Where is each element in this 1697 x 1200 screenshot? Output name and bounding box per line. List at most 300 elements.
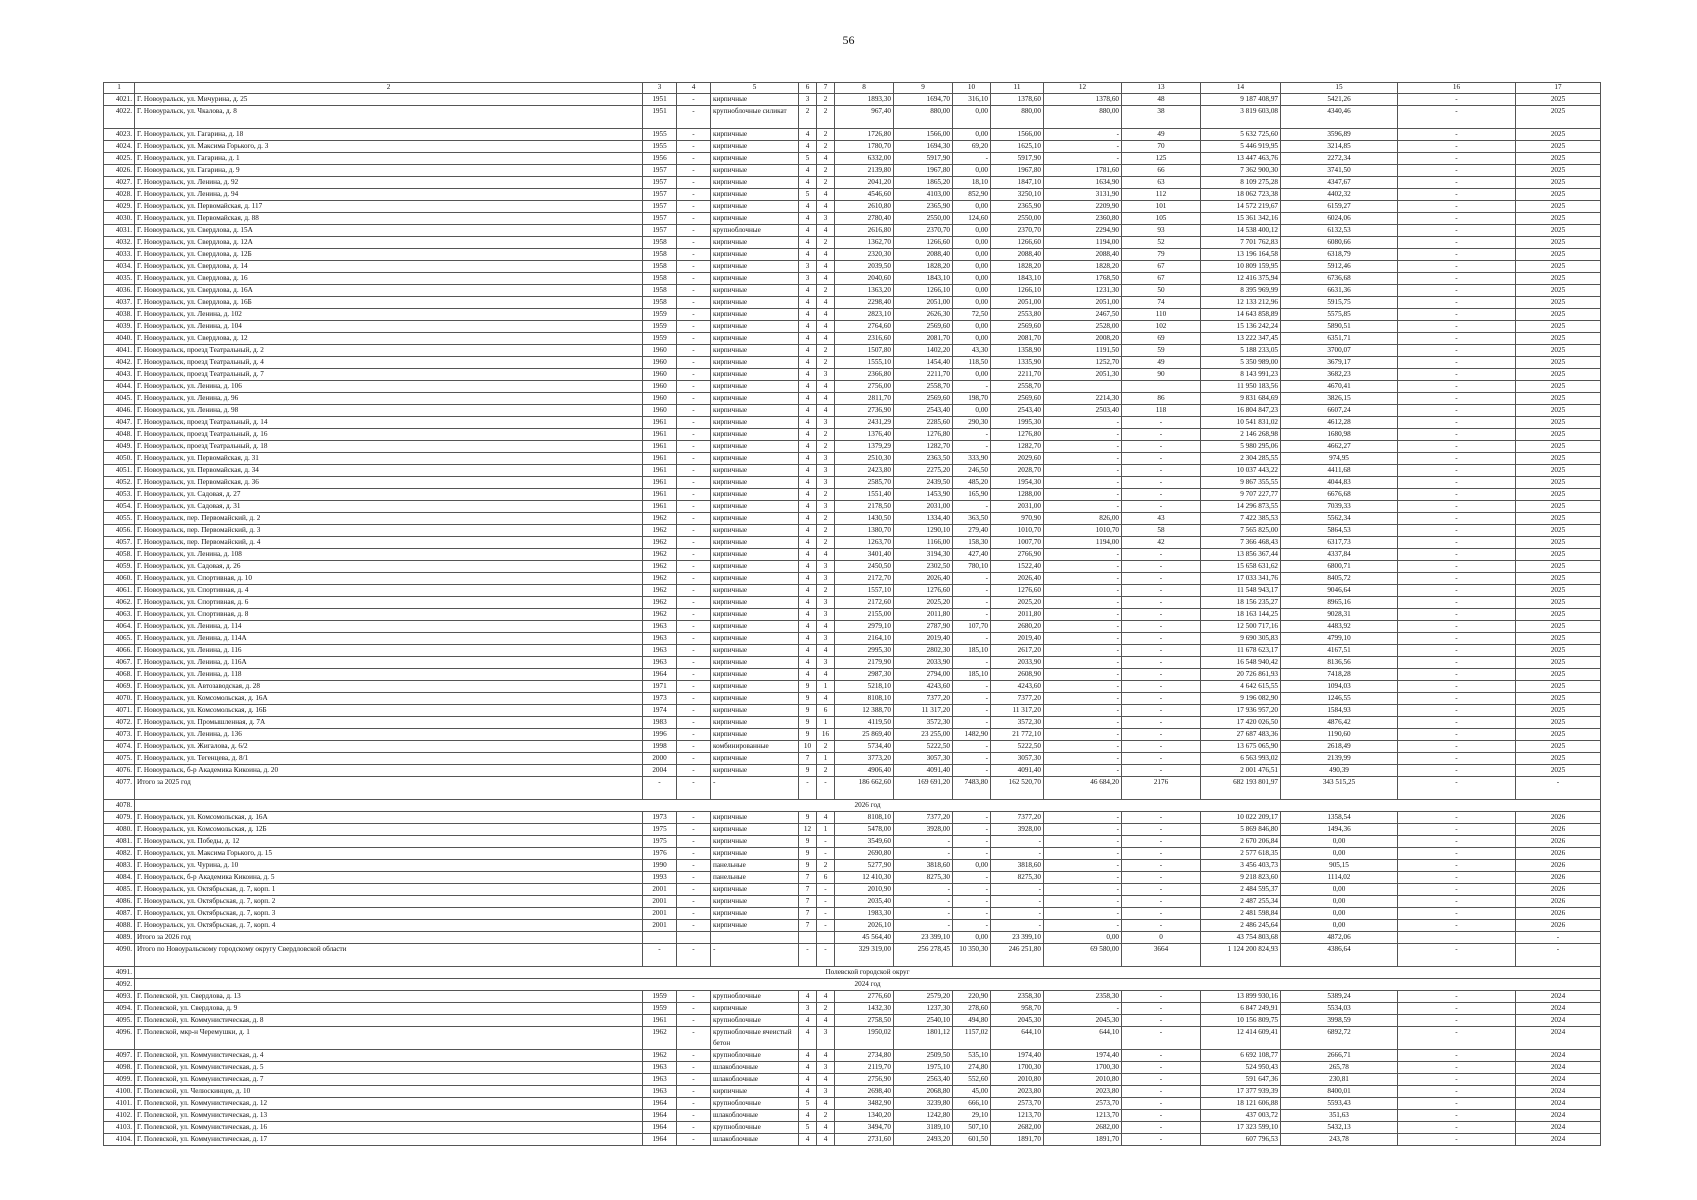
wall-material-cell: кирпичные — [711, 621, 799, 633]
wall-material-cell: кирпичные — [711, 693, 799, 705]
nonresidential-area-cell: - — [953, 609, 991, 621]
floors-cell: 9 — [799, 860, 817, 872]
residential-area-cell: 11 317,20 — [991, 705, 1044, 717]
cost-cell: 5 980 295,06 — [1201, 441, 1281, 453]
nonresidential-area-cell: 0,00 — [953, 261, 991, 273]
residential-area-cell: 2051,00 — [991, 297, 1044, 309]
area-cell: 2794,00 — [894, 669, 953, 681]
residential-area-cell: 2766,90 — [991, 549, 1044, 561]
area-col12-cell: 2358,30 — [1044, 991, 1122, 1003]
cost-cell: 15 361 342,16 — [1201, 213, 1281, 225]
entrances-cell: 2 — [817, 345, 835, 357]
wall-material-cell: крупноблочные — [711, 1015, 799, 1027]
table-row — [104, 753, 1601, 765]
nonresidential-area-cell: - — [953, 633, 991, 645]
residents-cell: - — [1122, 573, 1201, 585]
entrances-cell: 4 — [817, 812, 835, 824]
area-col12-cell: - — [1044, 633, 1122, 645]
address-cell: Г. Новоуральск, ул. Свердлова, д. 16 — [135, 273, 643, 285]
year-cell: 1963 — [643, 657, 677, 669]
col4-cell: - — [677, 872, 711, 884]
nonresidential-area-cell: 278,60 — [953, 1003, 991, 1015]
entrances-cell: 2 — [817, 94, 835, 106]
col16-cell: - — [1398, 812, 1516, 824]
total-area-cell: 2155,00 — [835, 609, 894, 621]
row-number: 4088. — [104, 920, 135, 932]
wall-material-cell: кирпичные — [711, 501, 799, 513]
col16-cell: - — [1398, 920, 1516, 932]
unit-cost-cell: 9028,31 — [1281, 609, 1398, 621]
total-area-cell: 2320,30 — [835, 249, 894, 261]
year-cell: 1962 — [643, 1050, 677, 1062]
table-row — [104, 333, 1601, 345]
cost-cell: 7 701 762,83 — [1201, 237, 1281, 249]
nonresidential-area-cell: - — [953, 429, 991, 441]
total-area-cell: 1263,70 — [835, 537, 894, 549]
table-row — [104, 717, 1601, 729]
cost-cell: 15 136 242,24 — [1201, 321, 1281, 333]
table-row — [104, 681, 1601, 693]
area-cell: 2033,90 — [894, 657, 953, 669]
area-col12-cell: 2467,50 — [1044, 309, 1122, 321]
section-row — [104, 800, 1601, 812]
plan-year-cell: 2025 — [1516, 573, 1601, 585]
nonresidential-area-cell: 0,00 — [953, 225, 991, 237]
entrances-cell: 4 — [817, 201, 835, 213]
cost-cell: 3 456 403,73 — [1201, 860, 1281, 872]
total-area-cell: 2776,60 — [835, 991, 894, 1003]
residential-area-cell: 2010,80 — [991, 1074, 1044, 1086]
area-col12-cell: 2051,30 — [1044, 369, 1122, 381]
nonresidential-area-cell: 316,10 — [953, 94, 991, 106]
wall-material-cell: кирпичные — [711, 417, 799, 429]
unit-cost-cell: 2272,34 — [1281, 153, 1398, 165]
plan-year-cell: 2024 — [1516, 1074, 1601, 1086]
address-cell: Г. Полевской, ул. Коммунистическая, д. 12 — [135, 1098, 643, 1110]
floors-cell: 4 — [799, 357, 817, 369]
floors-cell: 7 — [799, 920, 817, 932]
wall-material-cell: кирпичные — [711, 189, 799, 201]
area-cell: 2019,40 — [894, 633, 953, 645]
nonresidential-area-cell: 1157,02 — [953, 1027, 991, 1050]
cost-cell: 10 156 809,75 — [1201, 1015, 1281, 1027]
row-number: 4080. — [104, 824, 135, 836]
nonresidential-area-cell: 220,90 — [953, 991, 991, 1003]
year-cell: 1961 — [643, 489, 677, 501]
table-row — [104, 585, 1601, 597]
cost-cell: 2 481 598,84 — [1201, 908, 1281, 920]
total-area-cell: 2734,80 — [835, 1050, 894, 1062]
entrances-cell: 4 — [817, 321, 835, 333]
col16-cell: - — [1398, 153, 1516, 165]
residential-area-cell: 958,70 — [991, 1003, 1044, 1015]
plan-year-cell: 2025 — [1516, 501, 1601, 513]
column-number-2: 2 — [135, 83, 643, 94]
entrances-cell: - — [817, 884, 835, 896]
residential-area-cell: 2088,40 — [991, 249, 1044, 261]
plan-year-cell: 2025 — [1516, 441, 1601, 453]
wall-material-cell: шлакоблочные — [711, 1074, 799, 1086]
wall-material-cell: кирпичные — [711, 369, 799, 381]
residents-cell: - — [1122, 1003, 1201, 1015]
col4-cell: - — [677, 573, 711, 585]
residents-cell: 49 — [1122, 357, 1201, 369]
floors-cell: 4 — [799, 285, 817, 297]
entrances-cell: 1 — [817, 824, 835, 836]
col16-cell: - — [1398, 944, 1516, 967]
unit-cost-cell: 4799,10 — [1281, 633, 1398, 645]
entrances-cell: 4 — [817, 1098, 835, 1110]
residential-area-cell: 4091,40 — [991, 765, 1044, 777]
total-area-cell: 2811,70 — [835, 393, 894, 405]
table-row — [104, 836, 1601, 848]
row-number: 4064. — [104, 621, 135, 633]
floors-cell: 4 — [799, 213, 817, 225]
residential-area-cell: 1522,40 — [991, 561, 1044, 573]
residential-area-cell: 1010,70 — [991, 525, 1044, 537]
table-row — [104, 621, 1601, 633]
table-row — [104, 501, 1601, 513]
wall-material-cell: кирпичные — [711, 261, 799, 273]
total-area-cell: 2172,60 — [835, 597, 894, 609]
row-number: 4032. — [104, 237, 135, 249]
area-cell: 1967,80 — [894, 165, 953, 177]
area-cell: 2626,30 — [894, 309, 953, 321]
residents-cell: 67 — [1122, 261, 1201, 273]
address-cell: Г. Новоуральск, б-р Академика Кикоина, д. 5 — [135, 872, 643, 884]
floors-cell: 4 — [799, 1062, 817, 1074]
col4-cell: - — [677, 321, 711, 333]
row-number: 4021. — [104, 94, 135, 106]
unit-cost-cell: 7418,28 — [1281, 669, 1398, 681]
entrances-cell: - — [817, 848, 835, 860]
residential-area-cell: 1625,10 — [991, 141, 1044, 153]
plan-year-cell: 2025 — [1516, 477, 1601, 489]
area-cell: 5222,50 — [894, 741, 953, 753]
cost-cell: 6 563 993,02 — [1201, 753, 1281, 765]
cost-cell: 5 446 919,95 — [1201, 141, 1281, 153]
total-area-cell: 8108,10 — [835, 812, 894, 824]
residents-cell: 52 — [1122, 237, 1201, 249]
area-col12-cell: - — [1044, 429, 1122, 441]
floors-cell: 3 — [799, 273, 817, 285]
floors-cell: 4 — [799, 1050, 817, 1062]
area-cell: 3189,10 — [894, 1122, 953, 1134]
floors-cell: 4 — [799, 225, 817, 237]
nonresidential-area-cell: 485,20 — [953, 477, 991, 489]
unit-cost-cell: 1358,54 — [1281, 812, 1398, 824]
residents-cell: - — [1122, 633, 1201, 645]
area-cell: - — [894, 884, 953, 896]
col4-cell: - — [677, 669, 711, 681]
address-cell: Г. Новоуральск, ул. Свердлова, д. 12Б — [135, 249, 643, 261]
area-col12-cell: 1194,00 — [1044, 537, 1122, 549]
address-cell: Итого за 2026 год — [135, 932, 643, 944]
residents-cell: - — [1122, 884, 1201, 896]
wall-material-cell: панельные — [711, 872, 799, 884]
col16-cell: - — [1398, 345, 1516, 357]
col4-cell: - — [677, 1110, 711, 1122]
wall-material-cell: кирпичные — [711, 309, 799, 321]
area-col12-cell: - — [1044, 872, 1122, 884]
col4-cell: - — [677, 94, 711, 106]
wall-material-cell: кирпичные — [711, 585, 799, 597]
year-cell: 1964 — [643, 1110, 677, 1122]
area-cell: 1276,60 — [894, 585, 953, 597]
entrances-cell: - — [817, 944, 835, 967]
unit-cost-cell: 343 515,25 — [1281, 777, 1398, 800]
nonresidential-area-cell: 118,50 — [953, 357, 991, 369]
plan-year-cell: 2025 — [1516, 237, 1601, 249]
table-row — [104, 812, 1601, 824]
cost-cell: 13 675 065,90 — [1201, 741, 1281, 753]
wall-material-cell: - — [711, 777, 799, 800]
area-cell: 1402,20 — [894, 345, 953, 357]
plan-year-cell: 2026 — [1516, 920, 1601, 932]
residents-cell: 93 — [1122, 225, 1201, 237]
residential-area-cell: 8275,30 — [991, 872, 1044, 884]
address-cell: Г. Новоуральск, ул. Октябрьская, д. 7, корп. 2 — [135, 896, 643, 908]
plan-year-cell: 2025 — [1516, 489, 1601, 501]
floors-cell: 7 — [799, 753, 817, 765]
year-cell: - — [643, 944, 677, 967]
col16-cell: - — [1398, 741, 1516, 753]
col16-cell: - — [1398, 848, 1516, 860]
table-row — [104, 225, 1601, 237]
table-row — [104, 765, 1601, 777]
row-number: 4091. — [104, 967, 135, 979]
year-cell: 1960 — [643, 405, 677, 417]
residential-area-cell: 2033,90 — [991, 657, 1044, 669]
residents-cell: - — [1122, 657, 1201, 669]
nonresidential-area-cell: 333,90 — [953, 453, 991, 465]
col16-cell: - — [1398, 333, 1516, 345]
row-number: 4101. — [104, 1098, 135, 1110]
residents-cell: 59 — [1122, 345, 1201, 357]
entrances-cell: 4 — [817, 1134, 835, 1146]
entrances-cell: 3 — [817, 633, 835, 645]
row-number: 4087. — [104, 908, 135, 920]
residents-cell: - — [1122, 1050, 1201, 1062]
plan-year-cell: 2026 — [1516, 908, 1601, 920]
unit-cost-cell: 8405,72 — [1281, 573, 1398, 585]
wall-material-cell: кирпичные — [711, 201, 799, 213]
year-cell: 1963 — [643, 1086, 677, 1098]
column-number-15: 15 — [1281, 83, 1398, 94]
floors-cell: 9 — [799, 729, 817, 741]
column-number-6: 6 — [799, 83, 817, 94]
area-col12-cell: 1010,70 — [1044, 525, 1122, 537]
floors-cell: 4 — [799, 609, 817, 621]
area-cell: 2550,00 — [894, 213, 953, 225]
residents-cell: 125 — [1122, 153, 1201, 165]
row-number: 4023. — [104, 129, 135, 141]
area-col12-cell: 2294,90 — [1044, 225, 1122, 237]
floors-cell: 3 — [799, 261, 817, 273]
area-col12-cell: - — [1044, 153, 1122, 165]
entrances-cell: 4 — [817, 261, 835, 273]
cost-cell: 18 062 723,38 — [1201, 189, 1281, 201]
col4-cell: - — [677, 225, 711, 237]
total-area-cell: 2758,50 — [835, 1015, 894, 1027]
floors-cell: 9 — [799, 681, 817, 693]
nonresidential-area-cell: 158,30 — [953, 537, 991, 549]
col4-cell: - — [677, 129, 711, 141]
year-cell: 1964 — [643, 669, 677, 681]
unit-cost-cell: 3998,59 — [1281, 1015, 1398, 1027]
table-row — [104, 165, 1601, 177]
area-col12-cell: 1378,60 — [1044, 94, 1122, 106]
cost-cell: 9 690 305,83 — [1201, 633, 1281, 645]
residential-area-cell: 2553,80 — [991, 309, 1044, 321]
plan-year-cell: 2025 — [1516, 765, 1601, 777]
row-number: 4075. — [104, 753, 135, 765]
col16-cell: - — [1398, 225, 1516, 237]
row-number: 4082. — [104, 848, 135, 860]
area-cell: 2011,80 — [894, 609, 953, 621]
area-col12-cell: 2209,90 — [1044, 201, 1122, 213]
nonresidential-area-cell: 124,60 — [953, 213, 991, 225]
year-cell: 2004 — [643, 765, 677, 777]
table-row — [104, 1134, 1601, 1146]
nonresidential-area-cell: - — [953, 681, 991, 693]
plan-year-cell: 2025 — [1516, 321, 1601, 333]
unit-cost-cell: 6318,79 — [1281, 249, 1398, 261]
row-number: 4039. — [104, 321, 135, 333]
col16-cell: - — [1398, 1086, 1516, 1098]
cost-cell: 13 447 463,76 — [1201, 153, 1281, 165]
residents-cell: - — [1122, 1122, 1201, 1134]
row-number: 4052. — [104, 477, 135, 489]
entrances-cell — [817, 932, 835, 944]
address-cell: Г. Новоуральск, ул. Садовая, д. 26 — [135, 561, 643, 573]
address-cell: Г. Новоуральск, ул. Спортивная, д. 8 — [135, 609, 643, 621]
table-row — [104, 549, 1601, 561]
nonresidential-area-cell: - — [953, 896, 991, 908]
nonresidential-area-cell: 507,10 — [953, 1122, 991, 1134]
floors-cell: 3 — [799, 1003, 817, 1015]
residential-area-cell: - — [991, 908, 1044, 920]
col16-cell: - — [1398, 297, 1516, 309]
total-area-cell: 2756,90 — [835, 1074, 894, 1086]
wall-material-cell: кирпичные — [711, 645, 799, 657]
area-cell: 3572,30 — [894, 717, 953, 729]
total-area-cell: 3549,60 — [835, 836, 894, 848]
table-row — [104, 513, 1601, 525]
total-area-cell: 2736,90 — [835, 405, 894, 417]
area-col12-cell: - — [1044, 417, 1122, 429]
area-cell: 1566,00 — [894, 129, 953, 141]
total-area-cell: 1551,40 — [835, 489, 894, 501]
area-col12-cell: - — [1044, 657, 1122, 669]
wall-material-cell: крупноблочные — [711, 1098, 799, 1110]
address-cell: Г. Новоуральск, ул. Первомайская, д. 117 — [135, 201, 643, 213]
floors-cell: 4 — [799, 381, 817, 393]
residential-area-cell: 1266,10 — [991, 285, 1044, 297]
row-number: 4092. — [104, 979, 135, 991]
plan-year-cell: 2025 — [1516, 249, 1601, 261]
year-cell: 1958 — [643, 297, 677, 309]
col16-cell: - — [1398, 621, 1516, 633]
address-cell: Г. Новоуральск, ул. Свердлова, д. 16Б — [135, 297, 643, 309]
col4-cell: - — [677, 633, 711, 645]
year-cell: 1976 — [643, 848, 677, 860]
wall-material-cell: кирпичные — [711, 213, 799, 225]
residents-cell: - — [1122, 848, 1201, 860]
col4-cell: - — [677, 489, 711, 501]
address-cell: Г. Новоуральск, б-р Академика Кикоина, д. 20 — [135, 765, 643, 777]
col4-cell: - — [677, 693, 711, 705]
residents-cell: 112 — [1122, 189, 1201, 201]
unit-cost-cell: 1494,36 — [1281, 824, 1398, 836]
row-number: 4084. — [104, 872, 135, 884]
col16-cell: - — [1398, 657, 1516, 669]
row-number: 4040. — [104, 333, 135, 345]
col4-cell: - — [677, 477, 711, 489]
area-cell: 1166,00 — [894, 537, 953, 549]
row-number: 4068. — [104, 669, 135, 681]
year-cell: 1958 — [643, 249, 677, 261]
total-area-cell: 1950,02 — [835, 1027, 894, 1050]
area-cell: 2493,20 — [894, 1134, 953, 1146]
area-cell: 2081,70 — [894, 333, 953, 345]
wall-material-cell: кирпичные — [711, 633, 799, 645]
area-col12-cell: 1974,40 — [1044, 1050, 1122, 1062]
floors-cell: 4 — [799, 549, 817, 561]
area-cell: - — [894, 920, 953, 932]
residents-cell: - — [1122, 1015, 1201, 1027]
plan-year-cell: 2025 — [1516, 177, 1601, 189]
col16-cell: - — [1398, 321, 1516, 333]
floors-cell: 12 — [799, 824, 817, 836]
nonresidential-area-cell: - — [953, 824, 991, 836]
floors-cell: 4 — [799, 429, 817, 441]
residential-area-cell: - — [991, 848, 1044, 860]
residential-area-cell: 162 520,70 — [991, 777, 1044, 800]
unit-cost-cell: 6159,27 — [1281, 201, 1398, 213]
plan-year-cell: 2025 — [1516, 753, 1601, 765]
year-cell: 1958 — [643, 273, 677, 285]
entrances-cell: 4 — [817, 1050, 835, 1062]
col16-cell: - — [1398, 1015, 1516, 1027]
wall-material-cell: кирпичные — [711, 345, 799, 357]
residents-cell: - — [1122, 441, 1201, 453]
cost-cell: 18 156 235,27 — [1201, 597, 1281, 609]
cost-cell: 5 869 846,80 — [1201, 824, 1281, 836]
residents-cell: - — [1122, 860, 1201, 872]
floors-cell: - — [799, 944, 817, 967]
area-col12-cell: - — [1044, 812, 1122, 824]
residents-cell: - — [1122, 1062, 1201, 1074]
residents-cell: 0 — [1122, 932, 1201, 944]
table-row — [104, 1122, 1601, 1134]
entrances-cell: 2 — [817, 765, 835, 777]
residential-area-cell: 1282,70 — [991, 441, 1044, 453]
total-area-cell: 4906,40 — [835, 765, 894, 777]
col4-cell: - — [677, 417, 711, 429]
entrances-cell: 6 — [817, 872, 835, 884]
table-row — [104, 741, 1601, 753]
plan-year-cell: 2025 — [1516, 129, 1601, 141]
year-cell: 1957 — [643, 165, 677, 177]
wall-material-cell: кирпичные — [711, 453, 799, 465]
area-cell: 1334,40 — [894, 513, 953, 525]
col4-cell: - — [677, 189, 711, 201]
year-cell: 1961 — [643, 417, 677, 429]
table-row — [104, 1050, 1601, 1062]
floors-cell: 9 — [799, 848, 817, 860]
year-cell: 2001 — [643, 920, 677, 932]
